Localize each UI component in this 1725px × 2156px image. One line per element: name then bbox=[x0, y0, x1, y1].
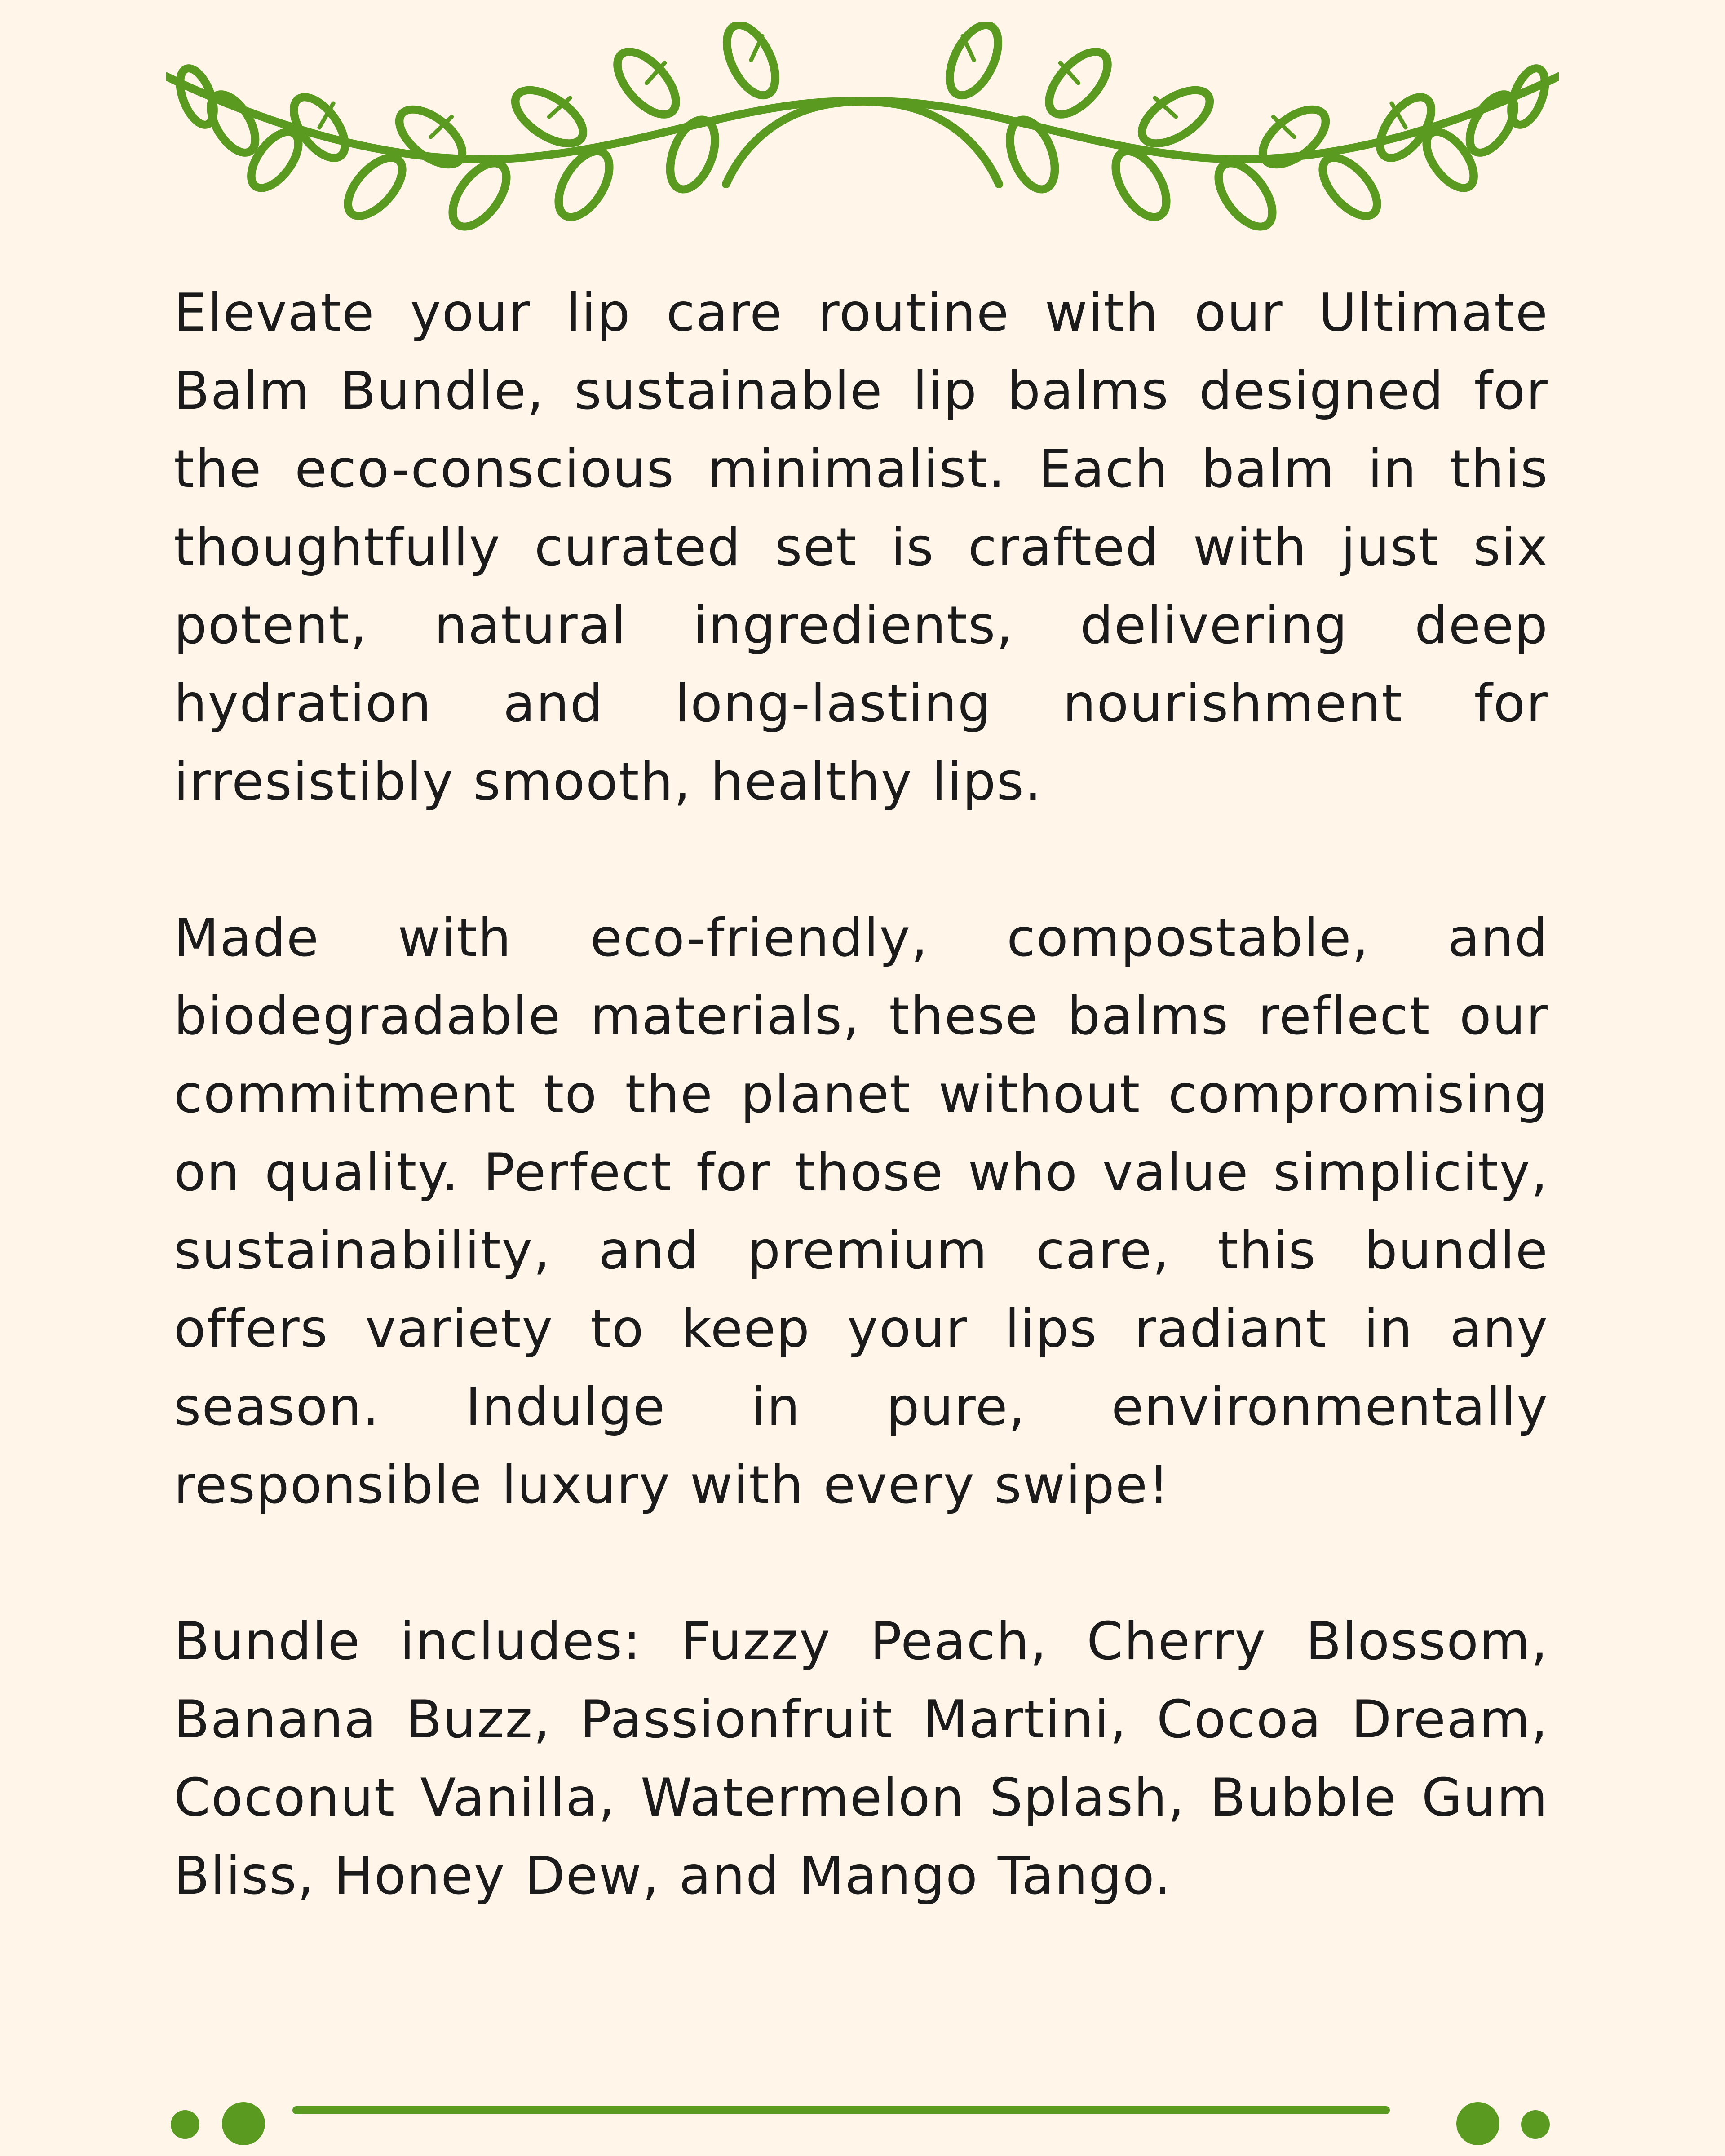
intro-paragraph: Elevate your lip care routine with our Ultimate Balm Bundle, sustainable lip balms designed for the eco-conscious minimalist. Each balm in this thoughtfully curated set is crafted with just six potent, natural ingredients, delivering deep hydration and long-lasting nourishment for irresistibly smooth, healthy lips. bbox=[174, 283, 1548, 812]
paragraph-spacer bbox=[174, 1524, 1548, 1603]
bundle-includes-paragraph: Bundle includes: Fuzzy Peach, Cherry Blossom, Banana Buzz, Passionfruit Martini, Cocoa Dream, Coconut Vanilla, Watermelon Splash, Bubble Gum Bliss, Honey Dew, and Mango Tango. bbox=[174, 1611, 1548, 1906]
paragraph-spacer bbox=[174, 821, 1548, 899]
large-dot-right bbox=[1456, 2102, 1499, 2145]
description-content bbox=[174, 274, 1548, 1915]
large-dot-left bbox=[222, 2102, 265, 2145]
small-dot-right bbox=[1521, 2110, 1550, 2139]
divider-dots-line-icon bbox=[166, 2089, 1559, 2152]
materials-paragraph: Made with eco-friendly, compostable, and biodegradable materials, these balms reflect our commitment to the planet without compromising on quality. Perfect for those who value simplicity, sustainability, and premium care, this bundle offers variety to keep your lips radiant in any season. Indulge in pure, environmentally responsible luxury with every swipe! bbox=[174, 908, 1548, 1515]
small-dot-left bbox=[171, 2110, 199, 2139]
vine-garland-icon bbox=[166, 22, 1559, 238]
